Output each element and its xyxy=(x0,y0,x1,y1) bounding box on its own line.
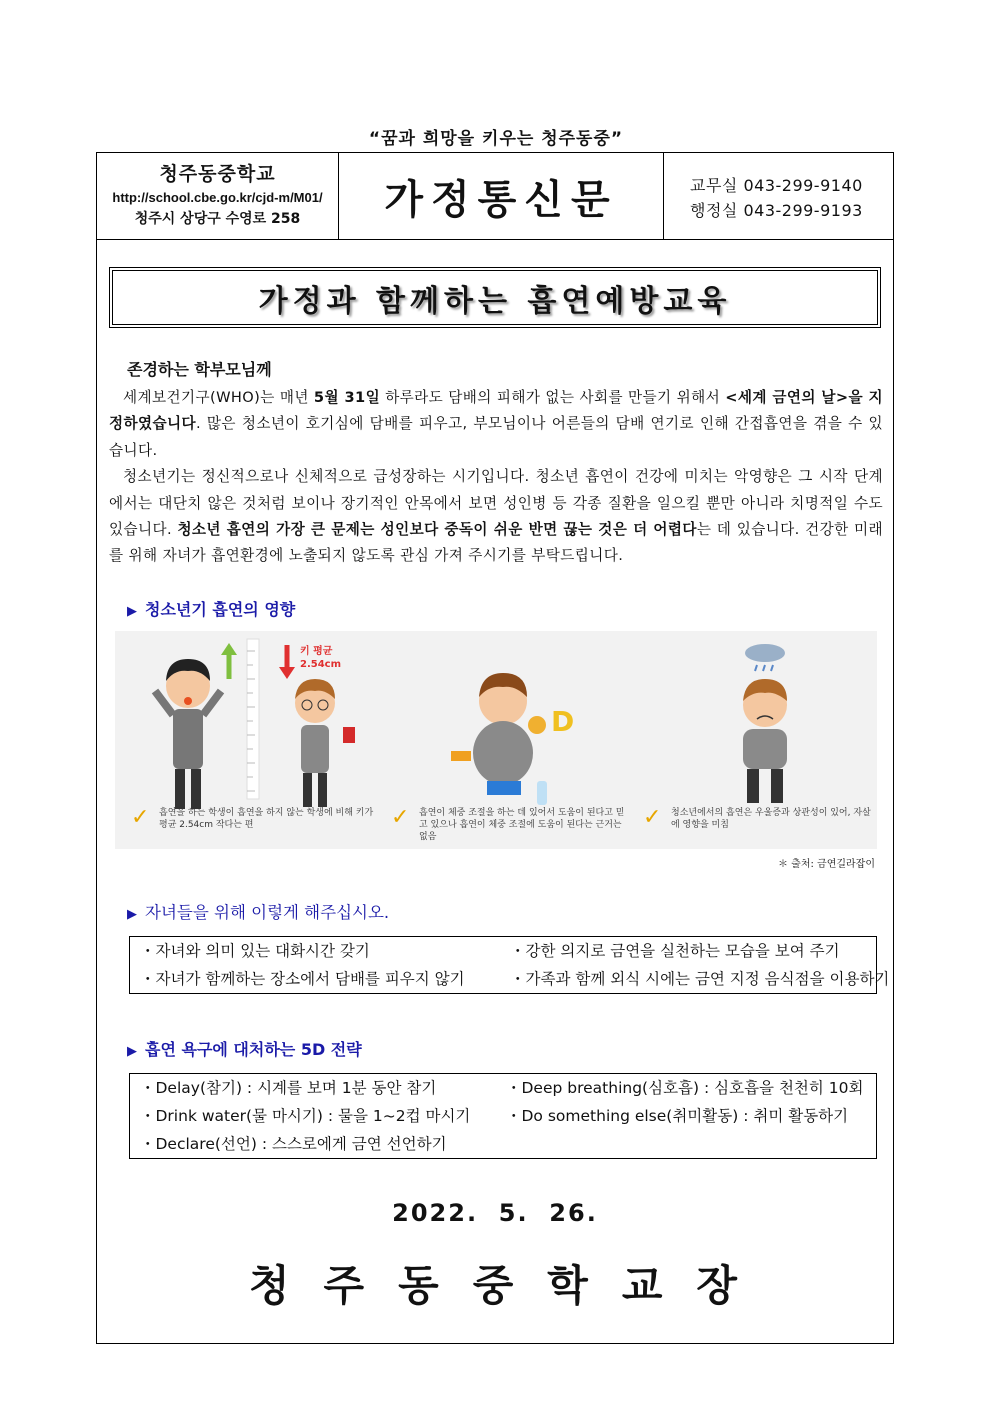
phone-admin: 행정실 043-299-9193 xyxy=(690,201,863,220)
tips-row-1 xyxy=(130,937,876,965)
p2-bold: 청소년 흡연의 가장 큰 문제는 성인보다 중독이 쉬운 반면 끊는 것은 더 어렵다 xyxy=(177,521,697,539)
p1-text-a: 세계보건기구(WHO)는 매년 xyxy=(123,389,314,406)
strategy-item: ・Do something else(취미활동) : 취미 활동하기 xyxy=(506,1107,849,1125)
check-icon: ✓ xyxy=(131,805,150,830)
p2-text-a: 청소년기는 정신적으로나 신체적으로 급성장하는 시기입니다. 청소년 흡연이 건강에 미치는 악영향은 그 시작 단계에서는 대단치 않은 것처럼 보이나 장기적인 안목에서 보면 성인병 등 각종 질환을 일으킬 뿐만 아니라 치명적일 수도 있습니다. xyxy=(109,468,883,539)
topic-banner-inner xyxy=(112,270,878,325)
school-address: 청주시 상당구 수영로 258 xyxy=(134,211,301,227)
p2-text-b: 는 데 있습니다. 건강한 미래를 위해 자녀가 흡연환경에 노출되지 않도록 관심 가져 주시기를 부탁드립니다. xyxy=(109,521,883,565)
height-ruler xyxy=(247,639,259,799)
strategy-item: ・Delay(참기) : 시계를 보며 1분 동안 참기 xyxy=(140,1079,437,1097)
newsletter-header xyxy=(97,153,893,240)
smoking-effects-infographic xyxy=(115,631,877,849)
section-title-5d: 흡연 욕구에 대처하는 5D 전략 xyxy=(145,1040,362,1059)
triangle-bullet-icon: ▶ xyxy=(127,907,137,922)
section-heading-effects xyxy=(127,597,295,620)
paragraph-2 xyxy=(109,464,883,570)
tip-item: ・자녀와 의미 있는 대화시간 갖기 xyxy=(140,942,370,960)
strategy-row-2 xyxy=(130,1102,876,1130)
principal-signature: 청주동중학교장 xyxy=(248,1261,771,1310)
parent-tips-box xyxy=(129,936,890,994)
p1-text-b: 하루라도 담배의 피해가 없는 사회를 만들기 위해서 xyxy=(380,389,726,406)
triangle-bullet-icon: ▶ xyxy=(127,1044,137,1059)
newsletter-title: 가정통신문 xyxy=(384,176,618,223)
height-label-title: 키 평균 xyxy=(300,646,333,657)
section-title-tips: 자녀들을 위해 이렇게 해주십시오. xyxy=(145,903,390,922)
section-heading-5d xyxy=(127,1037,362,1060)
5d-strategy-box xyxy=(129,1073,877,1159)
motto: “꿈과 희망을 키우는 청주동중” xyxy=(368,129,624,149)
strategy-row-3 xyxy=(130,1130,876,1158)
height-label-value: 2.54cm xyxy=(300,659,342,670)
p1-date: 5월 31일 xyxy=(313,389,381,406)
triangle-bullet-icon: ▶ xyxy=(127,604,137,619)
strategy-row-1 xyxy=(130,1074,876,1102)
caption-height: 흡연을 하는 학생이 흡연을 하지 않는 학생에 비해 키가 평균 2.54cm 작다는 편 xyxy=(159,808,374,830)
tip-item: ・자녀가 함께하는 장소에서 담배를 피우지 않기 xyxy=(140,970,465,988)
school-url[interactable]: http://school.cbe.go.kr/cjd-m/M01/ xyxy=(112,190,323,205)
school-name: 청주동중학교 xyxy=(159,163,276,185)
school-info xyxy=(97,153,339,239)
strategy-item: ・Drink water(물 마시기) : 물을 1~2컵 마시기 xyxy=(140,1107,471,1125)
weight-student-figure xyxy=(451,673,574,805)
tall-student-figure xyxy=(155,643,237,809)
topic-title: 가정과 함께하는 흡연예방교육 xyxy=(258,283,732,319)
tip-item: ・강한 의지로 금연을 실천하는 모습을 보여 주기 xyxy=(510,942,840,960)
newsletter-frame xyxy=(96,152,894,1344)
check-icon: ✓ xyxy=(643,805,662,830)
strategy-item: ・Declare(선언) : 스스로에게 금연 선언하기 xyxy=(140,1135,447,1153)
contact-phones xyxy=(664,153,895,239)
p1-text-c: . 많은 청소년이 호기심에 담배를 피우고, 부모님이나 어른들의 담배 연기로 인해 간접흡연을 겪을 수 있습니다. xyxy=(109,415,883,459)
phone-academic: 교무실 043-299-9140 xyxy=(690,176,863,195)
p1-bold: <세계 금연의 날>을 지정하였습니다 xyxy=(109,389,884,433)
letter-body xyxy=(109,385,883,570)
topic-banner xyxy=(109,267,881,328)
greeting: 존경하는 학부모님께 xyxy=(127,360,272,379)
caption-depression: 청소년에서의 흡연은 우울증과 상관성이 있어, 자살에 영향을 미침 xyxy=(671,808,871,830)
strategy-item: ・Deep breathing(심호흡) : 심호흡을 천천히 10회 xyxy=(506,1079,864,1097)
check-icon: ✓ xyxy=(391,805,410,830)
tip-item: ・가족과 함께 외식 시에는 금연 지정 음식점을 이용하기 xyxy=(510,970,890,988)
tips-row-2 xyxy=(130,965,890,993)
section-heading-tips xyxy=(127,899,389,923)
source-note: ＊ 출처: 금연길라잡이 xyxy=(777,859,875,870)
svg-text:D: D xyxy=(551,705,575,738)
newsletter-title-cell xyxy=(339,153,664,239)
issue-date: 2022. 5. 26. xyxy=(392,1199,598,1227)
caption-weight: 흡연이 체중 조절을 하는 데 있어서 도움이 된다고 믿고 있으나 흡연이 체중 조절에 도움이 된다는 근거는 없음 xyxy=(419,808,625,842)
sad-student-figure xyxy=(743,644,787,803)
paragraph-1 xyxy=(109,385,883,464)
height-label xyxy=(300,645,341,671)
section-title-effects: 청소년기 흡연의 영향 xyxy=(145,600,296,619)
